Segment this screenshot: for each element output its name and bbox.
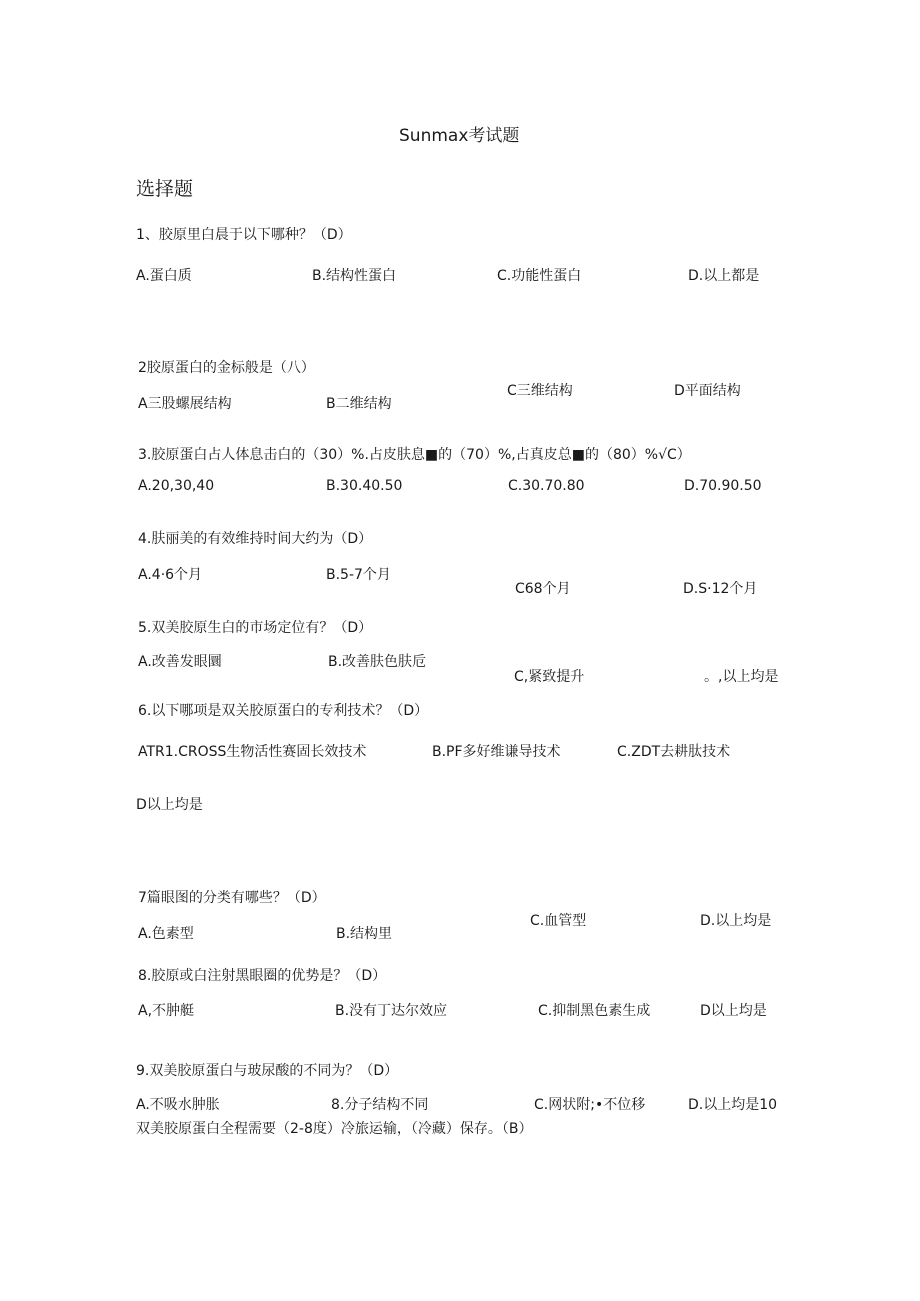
q2-option-d: D平面结构 bbox=[674, 383, 741, 399]
q9-option-b: 8.分子结构不同 bbox=[331, 1097, 429, 1113]
q8-option-d: D以上均是 bbox=[700, 1003, 767, 1019]
q6-option-b: B.PF多好维谦导技术 bbox=[432, 744, 561, 760]
q2-option-b: B二维结构 bbox=[326, 396, 392, 412]
q9-option-a: A.不吸水肿胀 bbox=[136, 1097, 220, 1113]
q4-option-c: C68个月 bbox=[515, 581, 571, 597]
q3-option-c: C.30.70.80 bbox=[508, 478, 585, 494]
q7-option-b: B.结构里 bbox=[336, 926, 393, 942]
q6-option-d: D以上均是 bbox=[136, 797, 203, 813]
q3-option-b: B.30.40.50 bbox=[326, 478, 403, 494]
q7-option-a: A.色素型 bbox=[138, 926, 194, 942]
q3-option-a: A.20,30,40 bbox=[138, 478, 215, 494]
q4-option-a: A.4·6个月 bbox=[138, 567, 203, 583]
q4-option-b: B.5-7个月 bbox=[326, 567, 391, 583]
q1-option-a: A.蛋白质 bbox=[136, 268, 192, 284]
q1-option-d: D.以上都是 bbox=[688, 268, 760, 284]
q7-option-d: D.以上均是 bbox=[700, 913, 772, 929]
q2-option-a: A三股螺展结构 bbox=[138, 396, 232, 412]
section-heading: 选择题 bbox=[136, 178, 194, 200]
q6-option-a: ATR1.CROSS生物活性赛固长效技术 bbox=[138, 744, 367, 760]
document-title: Sunmax考试题 bbox=[399, 126, 520, 146]
q7-option-c: C.血管型 bbox=[530, 913, 587, 929]
question-8: 8.胶原或白注射黑眼圈的优势是？（D） bbox=[138, 968, 387, 984]
q1-option-c: C.功能性蛋白 bbox=[497, 268, 582, 284]
q5-option-a: A.改善发眼圜 bbox=[138, 654, 222, 670]
question-3: 3.胶原蛋白占人体息击白的（30）%.占皮肤息■的（70）%,占真皮总■的（80）%√C） bbox=[138, 447, 691, 463]
q9-option-c: C.网状附;•不位移 bbox=[534, 1097, 646, 1113]
q5-option-d: 。,以上均是 bbox=[704, 669, 779, 685]
q8-option-a: A,不肿艇 bbox=[138, 1003, 195, 1019]
q6-option-c: C.ZDT去耕肽技术 bbox=[617, 744, 731, 760]
q5-option-b: B.改善肤色肤卮 bbox=[328, 654, 427, 670]
q4-option-d: D.S·12个月 bbox=[683, 581, 758, 597]
q2-option-c: C三维结构 bbox=[507, 383, 573, 399]
question-10: 双美胶原蛋白全程需要（2-8度）冷旅运输，（冷藏）保存。（B） bbox=[136, 1121, 533, 1137]
question-4: 4.肤丽美的有效维持时间大约为（D） bbox=[138, 531, 373, 547]
q5-option-c: C,紧致提升 bbox=[514, 669, 585, 685]
question-9: 9.双美胶原蛋白与玻尿酸的不同为？（D） bbox=[136, 1063, 399, 1079]
question-5: 5.双美胶原生白的市场定位有？（D） bbox=[138, 620, 373, 636]
question-1: 1、胶原里白晨于以下哪种？（D） bbox=[136, 227, 352, 243]
q1-option-b: B.结构性蛋白 bbox=[312, 268, 397, 284]
q8-option-c: C.抑制黑色素生成 bbox=[538, 1003, 651, 1019]
q9-option-d: D.以上均是10 bbox=[688, 1097, 778, 1113]
question-2: 2胶原蛋白的金标般是（八） bbox=[138, 360, 315, 376]
q3-option-d: D.70.90.50 bbox=[684, 478, 762, 494]
question-6: 6.以下哪项是双关胶原蛋白的专利技术？（D） bbox=[138, 703, 429, 719]
question-7: 7篇眼图的分类有哪些？（D） bbox=[138, 890, 326, 906]
q8-option-b: B.没有丁达尔效应 bbox=[335, 1003, 448, 1019]
